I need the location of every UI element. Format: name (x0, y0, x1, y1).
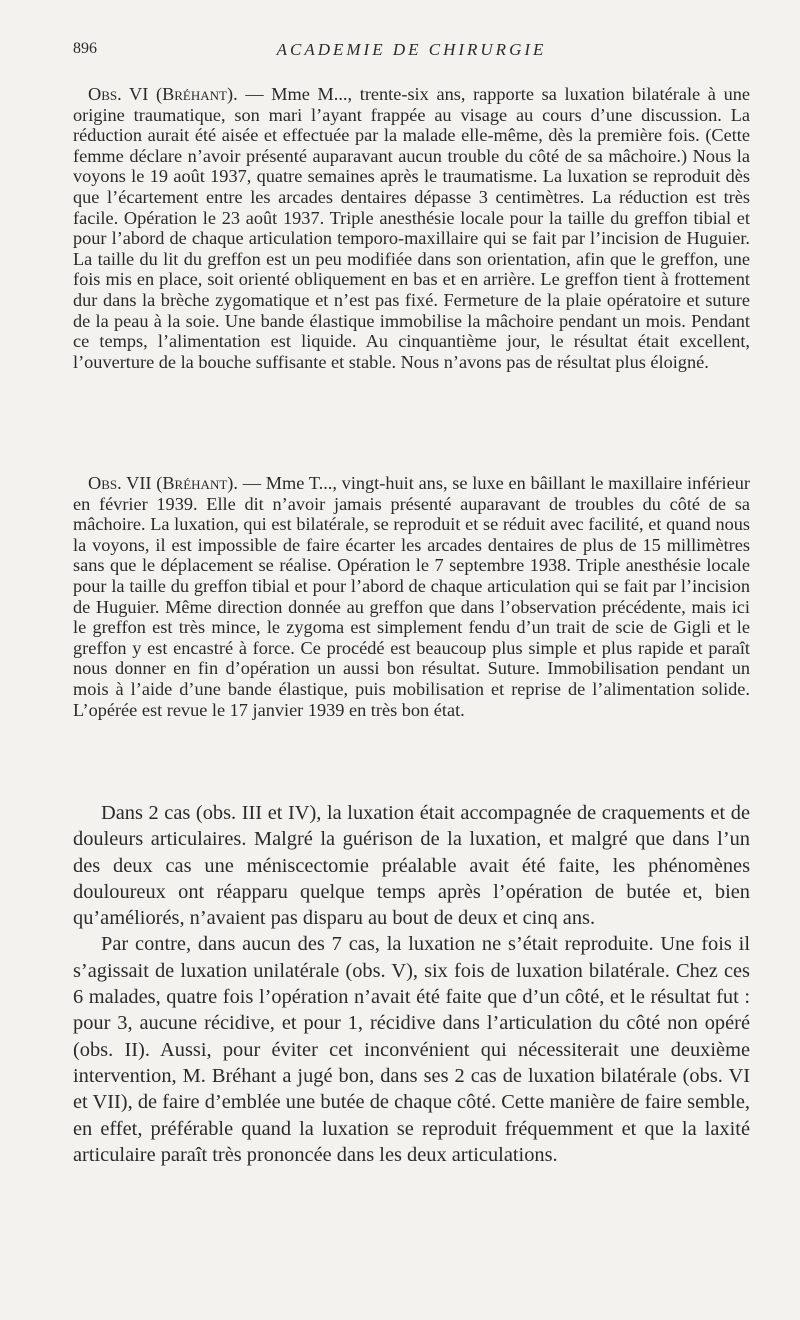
observation-label: Obs. VII (Bréhant). (88, 473, 238, 493)
observation-paragraph (73, 473, 750, 720)
observation-text: — Mme M..., trente-six ans, rapporte sa luxation bilatérale à une origine traumatique, son mari l’ayant frappée au visage au cours d’une discussion. La réduction aurait été aisée et effectuée par la malade elle-même, dès la première fois. (Cette femme déclare n’avoir présenté auparavant aucun trouble du côté de sa mâchoire.) Nous la voyons le 19 août 1937, quatre semaines après le traumatisme. La luxation se reproduit dès que l’écartement entre les arcades dentaires dépasse 3 centimètres. La réduction est très facile. Opération le 23 août 1937. Triple anesthésie locale pour la taille du greffon tibial et pour l’abord de chaque articulation temporo-maxillaire qui se fait par l’incision de Huguier. La taille du lit du greffon est un peu modifiée dans son orientation, afin que le greffon, une fois mis en place, soit orienté obliquement en bas et en arrière. Le greffon tient à frottement dur dans la brèche zygomatique et n’est pas fixé. Fermeture de la plaie opératoire et suture de la peau à la soie. Une bande élastique immobilise la mâchoire pendant un mois. Pendant ce temps, l’alimentation est liquide. Au cinquantième jour, le résultat était excellent, l’ouverture de la bouche suffisante et stable. Nous n’avons pas de résultat plus éloigné. (73, 84, 750, 372)
observation-text: — Mme T..., vingt-huit ans, se luxe en bâillant le maxillaire inférieur en février 1939. Elle dit n’avoir jamais présenté auparavant de troubles du côté de sa mâchoire. La luxation, qui est bilatérale, se reproduit et se réduit avec facilité, et quand nous la voyons, il est impossible de faire écarter les arcades dentaires de plus de 15 millimètres sans que le déplacement se réalise. Opération le 7 septembre 1938. Triple anesthésie locale pour la taille du greffon tibial et pour l’abord de chaque articulation qui se fait par l’incision de Huguier. Même direction donnée au greffon que dans l’observation précédente, mais ici le greffon est très mince, le zygoma est simplement fendu d’un trait de scie de Gigli et le greffon y est encastré à force. Ce procédé est beaucoup plus simple et plus rapide et paraît nous donner en fin d’opération un aussi bon résultat. Suture. Immobilisation pendant un mois à l’aide d’une bande élastique, puis mobilisation et reprise de l’alimentation solide. L’opérée est revue le 17 janvier 1939 en très bon état. (73, 473, 750, 720)
page-header (73, 40, 750, 64)
running-title: ACADEMIE DE CHIRURGIE (276, 40, 547, 59)
observation-vi (73, 84, 750, 372)
body-paragraph: Par contre, dans aucun des 7 cas, la luxation ne s’était reproduite. Une fois il s’agissait de luxation unilatérale (obs. V), six fois de luxation bilatérale. Chez ces 6 malades, quatre fois l’opération n’avait été faite que d’un côté, et le résultat fut : pour 3, aucune récidive, et pour 1, récidive dans l’articulation du côté non opéré (obs. II). Aussi, pour éviter cet inconvénient qui nécessiterait une deuxième intervention, M. Bréhant a jugé bon, dans ses 2 cas de luxation bilatérale (obs. VI et VII), de faire d’emblée une butée de chaque côté. Cette manière de faire semble, en effet, préférable quand la luxation se reproduit fréquemment et que la laxité articulaire paraît très prononcée dans les deux articulations. (73, 933, 750, 1166)
observation-label: Obs. VI (Bréhant). (88, 84, 238, 104)
discussion-text (73, 800, 750, 1168)
body-paragraph: Dans 2 cas (obs. III et IV), la luxation était accompagnée de craquements et de douleurs articulaires. Malgré la guérison de la luxation, et malgré que dans l’un des deux cas une méniscectomie préalable avait été faite, les phénomènes douloureux ont réapparu quelque temps après l’opération de butée et, bien qu’améliorés, n’avaient pas disparu au bout de deux et cinq ans. (73, 802, 750, 930)
observation-paragraph (73, 84, 750, 372)
page-number: 896 (73, 40, 97, 57)
observation-vii (73, 473, 750, 720)
